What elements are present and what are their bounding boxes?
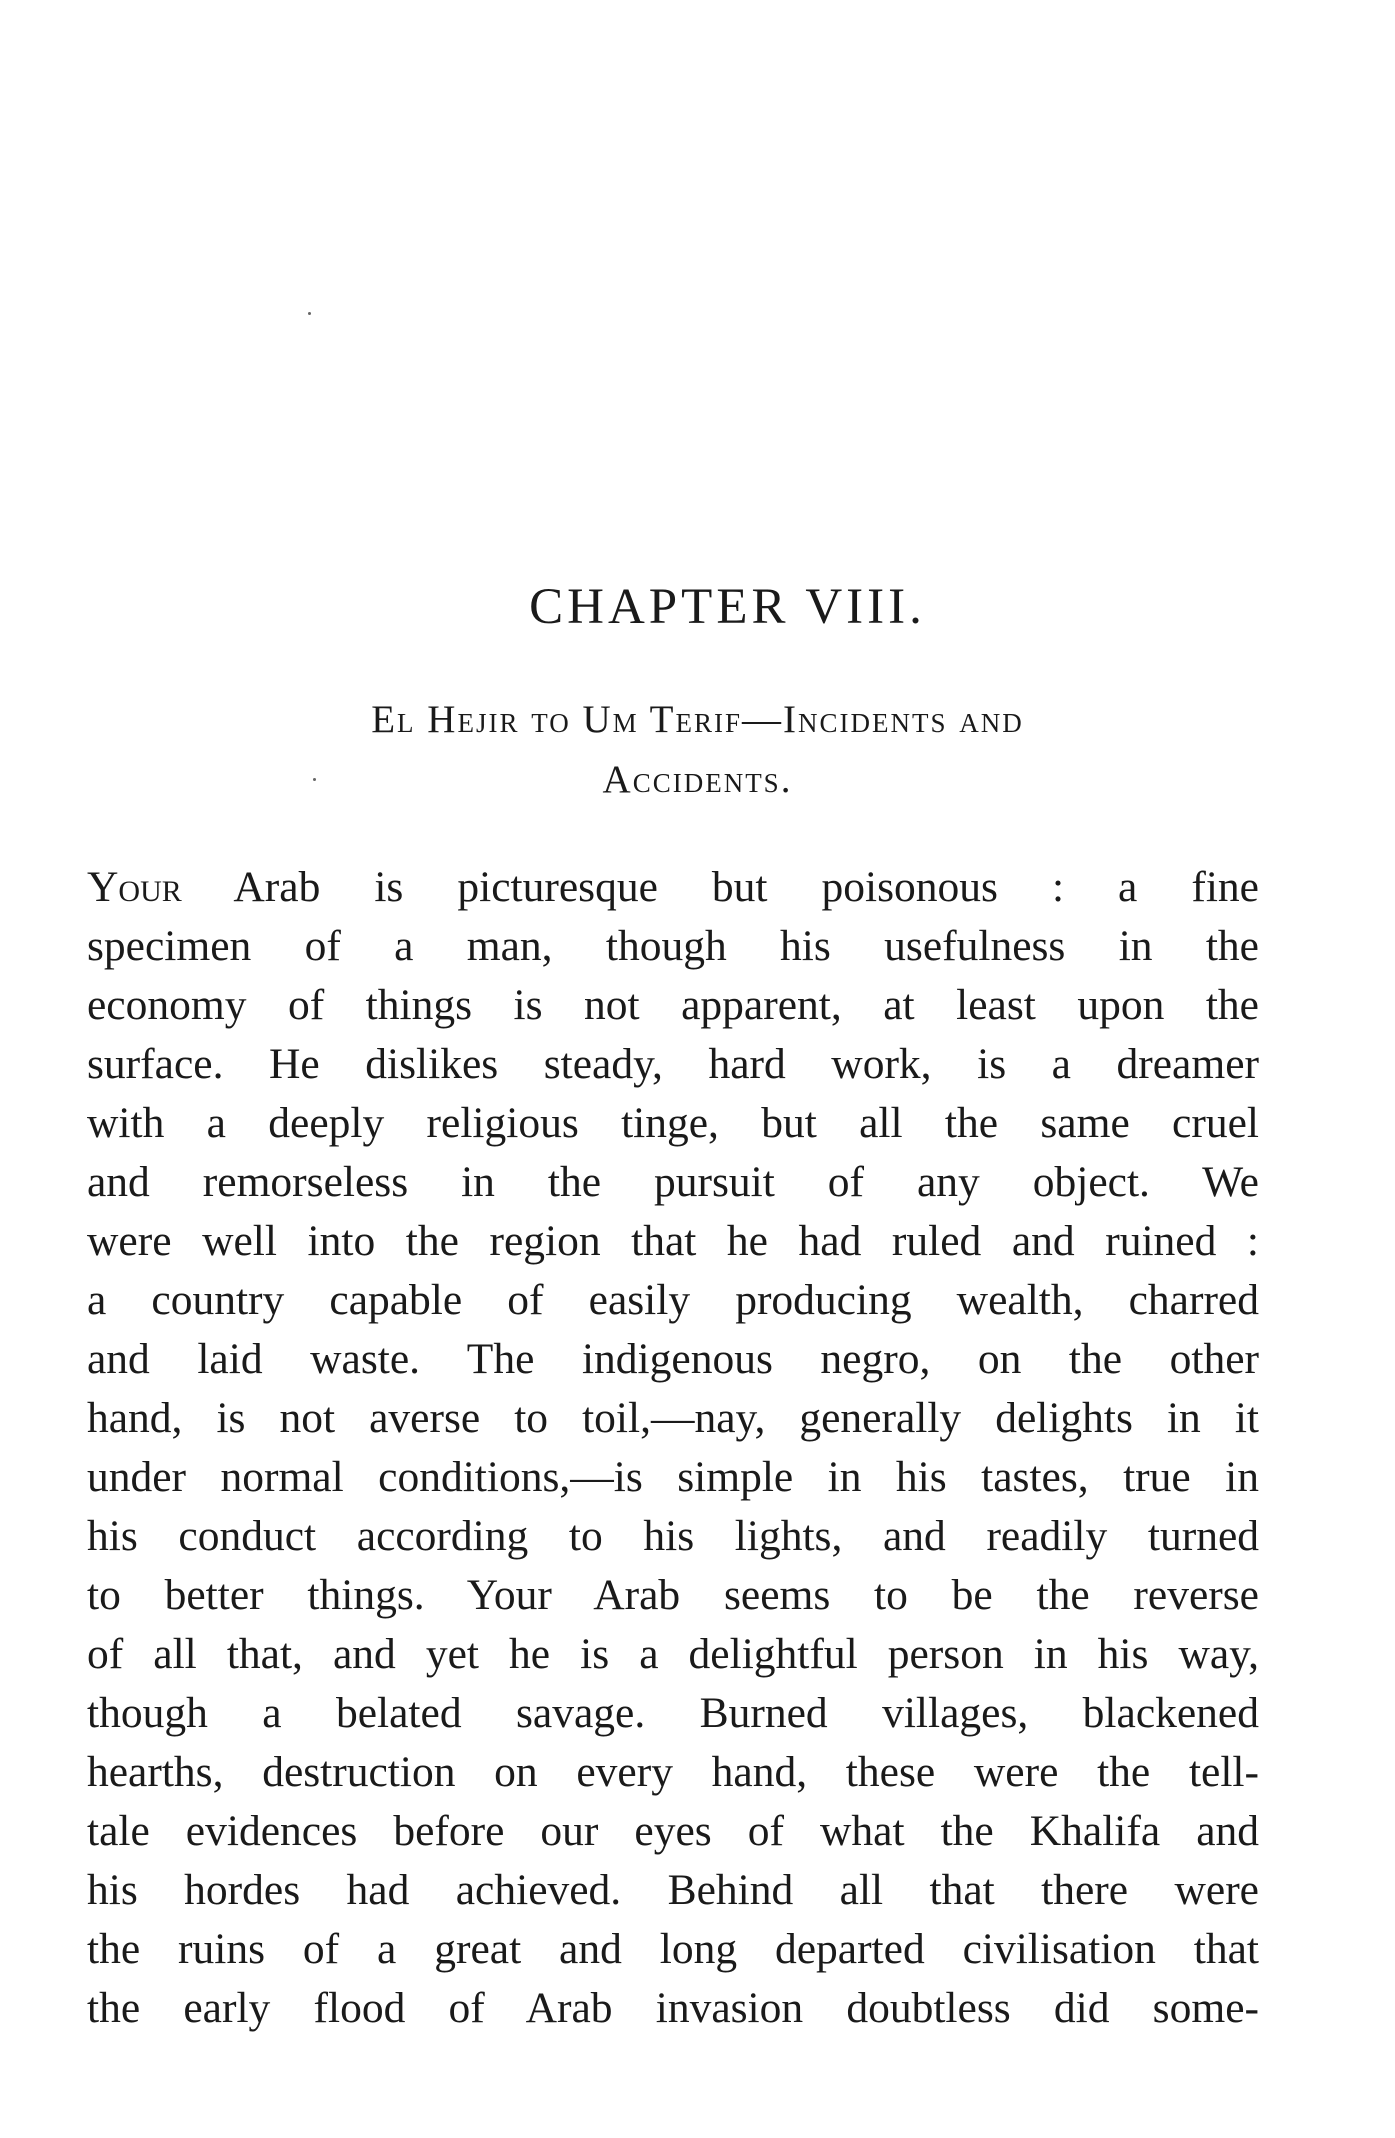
lead-word: Your [87,863,182,911]
chapter-subtitle-line-1: El Hejir to Um Terif—Incidents and [371,698,1024,741]
chapter-subtitle [150,690,1245,810]
text-line-9: and laid waste. The indigenous negro, on the other [87,1335,1259,1383]
text-line-13: to better things. Your Arab seems to be the reverse [87,1571,1259,1619]
text-line-11: under normal conditions,—is simple in his tastes, true in [87,1453,1259,1501]
text-line-1-rest: Arab is picturesque but poisonous : a fine [181,863,1259,911]
body-paragraph [87,858,1259,2038]
paper-speck [308,312,311,315]
text-line-3: economy of things is not apparent, at least upon the [87,981,1259,1029]
text-line-17: tale evidences before our eyes of what the Khalifa and [87,1807,1259,1855]
text-line-16: hearths, destruction on every hand, these were the tell- [87,1748,1259,1796]
text-line-14: of all that, and yet he is a delightful person in his way, [87,1630,1259,1678]
chapter-subtitle-line-2: Accidents. [602,758,793,801]
text-line-12: his conduct according to his lights, and readily turned [87,1512,1259,1560]
text-line-4: surface. He dislikes steady, hard work, is a dreamer [87,1040,1259,1088]
text-line-7: were well into the region that he had ruled and ruined : [87,1217,1259,1265]
text-line-5: with a deeply religious tinge, but all the same cruel [87,1099,1259,1147]
text-line-15: though a belated savage. Burned villages, blackened [87,1689,1259,1737]
text-line-8: a country capable of easily producing wealth, charred [87,1276,1259,1324]
chapter-heading: CHAPTER VIII. [529,579,926,635]
text-line-6: and remorseless in the pursuit of any object. We [87,1158,1259,1206]
text-line-2: specimen of a man, though his usefulness in the [87,922,1259,970]
text-line-20: the early flood of Arab invasion doubtless did some- [87,1984,1259,2032]
text-line-18: his hordes had achieved. Behind all that there were [87,1866,1259,1914]
text-line-10: hand, is not averse to toil,—nay, generally delights in it [87,1394,1259,1442]
text-line-19: the ruins of a great and long departed civilisation that [87,1925,1259,1973]
text-line-1 [87,858,1259,917]
